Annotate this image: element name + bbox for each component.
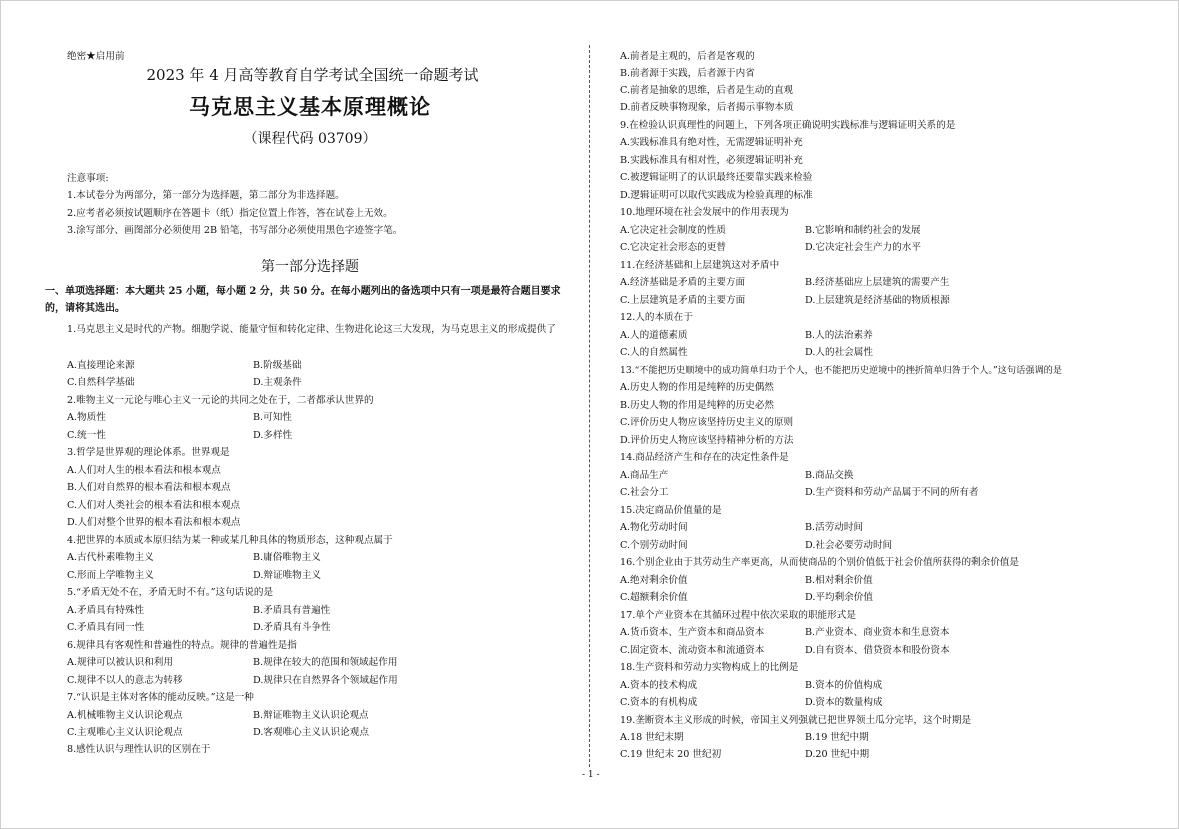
option-a: A.直接理论来源 [67,360,135,371]
option-a: A.资本的技术构成 [620,680,698,691]
option-b: B.经济基础应上层建筑的需要产生 [805,277,950,288]
section-heading: 一、单项选择题：本大题共 25 小题，每小题 2 分，共 50 分。在每小题列出的备选项中只有一项是最符合题目要求的，请将其选出。 [45,286,561,314]
option-a: A.规律可以被认识和利用 [67,657,173,668]
option-b: B.可知性 [253,412,292,423]
option-c: C.上层建筑是矛盾的主要方面 [620,295,746,306]
option-b: B.前者源于实践，后者源于内省 [620,68,755,79]
option-c: C.个别劳动时间 [620,540,688,551]
option-a: A.矛盾具有特殊性 [67,605,145,616]
option-a: A.经济基础是矛盾的主要方面 [620,277,746,288]
option-c: C.评价历史人物应该坚持历史主义的原则 [620,417,794,428]
course-code: （课程代码 03709） [243,131,377,147]
option-c: C.固定资本、流动资本和流通资本 [620,645,765,656]
option-a: A.人的道德素质 [620,330,688,341]
option-d: D.多样性 [253,430,293,441]
question-stem: 9.在检验认识真理性的问题上，下列各项正确说明实践标准与逻辑证明关系的是 [620,120,956,131]
option-d: D.前者反映事物现象，后者揭示事物本质 [620,102,794,113]
option-b: B.规律在较大的范围和领域起作用 [253,657,398,668]
option-a: A.机械唯物主义认识论观点 [67,710,183,721]
page-number: - 1 - [582,770,600,780]
option-d: D.规律只在自然界各个领域起作用 [253,675,398,686]
option-d: D.平均剩余价值 [805,592,873,603]
question-stem: 11.在经济基础和上层建筑这对矛盾中 [620,260,780,271]
option-b: B.阶级基础 [253,360,302,371]
note-item: 1.本试卷分为两部分，第一部分为选择题，第二部分为非选择题。 [67,190,345,201]
question-stem: 1.马克思主义是时代的产物。细胞学说、能量守恒和转化定律、生物进化论这三大发现，为马克思主义的形成提供了 [67,324,556,335]
option-c: C.超额剩余价值 [620,592,688,603]
option-d: D.社会必要劳动时间 [805,540,893,551]
question-stem: 13.“不能把历史顺境中的成功简单归功于个人，也不能把历史逆境中的挫折简单归咎于个人。”这句话强调的是 [620,365,1063,376]
option-a: A.实践标准具有绝对性，无需逻辑证明补充 [620,137,803,148]
option-c: C.矛盾具有同一性 [67,622,145,633]
question-stem: 19.垄断资本主义形成的时候，帝国主义列强就已把世界领土瓜分完毕，这个时期是 [620,715,972,726]
option-d: D.人们对整个世界的根本看法和根本观点 [67,517,241,528]
exam-title: 2023 年 4 月高等教育自学考试全国统一命题考试 [146,66,479,84]
subject-title: 马克思主义基本原理概论 [189,94,431,119]
question-stem: 16.个别企业由于其劳动生产率更高，从而使商品的个别价值低于社会价值所获得的剩余价值是 [620,557,1020,568]
option-b: B.19 世纪中期 [805,732,869,743]
option-b: B.资本的价值构成 [805,680,883,691]
option-d: D.20 世纪中期 [805,749,870,760]
option-c: C.规律不以人的意志为转移 [67,675,183,686]
question-stem: 8.感性认识与理性认识的区别在于 [67,744,211,755]
option-d: D.上层建筑是经济基础的物质根源 [805,295,950,306]
option-d: D.评价历史人物应该坚持精神分析的方法 [620,435,794,446]
question-stem: 3.哲学是世界观的理论体系。世界观是 [67,447,230,458]
option-b: B.活劳动时间 [805,522,864,533]
option-d: D.自有资本、借贷资本和股份资本 [805,645,950,656]
option-a: A.商品生产 [620,470,669,481]
confidential-mark: 绝密★启用前 [67,51,125,62]
option-c: C.被逻辑证明了的认识最终还要靠实践来检验 [620,172,813,183]
option-a: A.前者是主观的，后者是客观的 [620,51,755,62]
option-a: A.历史人物的作用是纯粹的历史偶然 [620,382,774,393]
option-d: D.辩证唯物主义 [253,570,321,581]
option-c: C.人的自然属性 [620,347,688,358]
question-stem: 7.“认识是主体对客体的能动反映。”这是一种 [67,692,254,703]
option-b: B.实践标准具有相对性，必须逻辑证明补充 [620,155,803,166]
option-a: A.18 世纪末期 [620,732,684,743]
option-c: C.形而上学唯物主义 [67,570,154,581]
option-b: B.人们对自然界的根本看法和根本观点 [67,482,231,493]
option-d: D.客观唯心主义认识论观点 [253,727,369,738]
question-stem: 10.地理环境在社会发展中的作用表现为 [620,207,789,218]
option-a: A.货币资本、生产资本和商品资本 [620,627,765,638]
option-c: C.资本的有机构成 [620,697,698,708]
question-stem: 17.单个产业资本在其循环过程中依次采取的职能形式是 [620,610,856,621]
option-a: A.物质性 [67,412,106,423]
question-stem: 4.把世界的本质或本原归结为某一种或某几种具体的物质形态，这种观点属于 [67,535,393,546]
question-stem: 14.商品经济产生和存在的决定性条件是 [620,452,789,463]
option-a: A.绝对剩余价值 [620,575,688,586]
option-b: B.辩证唯物主义认识论观点 [253,710,369,721]
option-d: D.生产资料和劳动产品属于不同的所有者 [805,487,979,498]
option-c: C.社会分工 [620,487,669,498]
question-stem: 5.“矛盾无处不在，矛盾无时不有。”这句话说的是 [67,587,274,598]
option-c: C.自然科学基础 [67,377,135,388]
option-c: C.统一性 [67,430,106,441]
part-title: 第一部分选择题 [261,259,359,275]
note-item: 3.涂写部分、画图部分必须使用 2B 铅笔，书写部分必须使用黑色字迹签字笔。 [67,225,403,236]
option-c: C.主观唯心主义认识论观点 [67,727,183,738]
option-d: D.人的社会属性 [805,347,873,358]
option-a: A.人们对人生的根本看法和根本观点 [67,465,221,476]
option-c: C.人们对人类社会的根本看法和根本观点 [67,500,241,511]
option-a: A.物化劳动时间 [620,522,688,533]
option-c: C.19 世纪末 20 世纪初 [620,749,722,760]
column-divider [589,45,590,767]
option-b: B.产业资本、商业资本和生息资本 [805,627,950,638]
question-stem: 12.人的本质在于 [620,312,693,323]
option-a: A.古代朴素唯物主义 [67,552,154,563]
option-c: C.前者是抽象的思维，后者是生动的直观 [620,85,794,96]
question-stem: 18.生产资料和劳动力实物构成上的比例是 [620,662,799,673]
option-d: D.资本的数量构成 [805,697,883,708]
option-d: D.逻辑证明可以取代实践成为检验真理的标准 [620,190,813,201]
option-a: A.它决定社会制度的性质 [620,225,726,236]
note-item: 2.应考者必须按试题顺序在答题卡（纸）指定位置上作答，答在试卷上无效。 [67,208,393,219]
option-b: B.矛盾具有普遍性 [253,605,331,616]
option-b: B.历史人物的作用是纯粹的历史必然 [620,400,775,411]
question-stem: 6.规律具有客观性和普遍性的特点。规律的普遍性是指 [67,640,297,651]
option-b: B.人的法治素养 [805,330,873,341]
option-b: B.它影响和制约社会的发展 [805,225,921,236]
question-stem: 2.唯物主义一元论与唯心主义一元论的共同之处在于，二者都承认世界的 [67,395,374,406]
option-b: B.商品交换 [805,470,854,481]
option-c: C.它决定社会形态的更替 [620,242,726,253]
option-d: D.主观条件 [253,377,302,388]
option-d: D.它决定社会生产力的水平 [805,242,921,253]
option-d: D.矛盾具有斗争性 [253,622,331,633]
notes-title: 注意事项: [67,173,109,184]
option-b: B.相对剩余价值 [805,575,873,586]
option-b: B.庸俗唯物主义 [253,552,321,563]
question-stem: 15.决定商品价值量的是 [620,505,722,516]
